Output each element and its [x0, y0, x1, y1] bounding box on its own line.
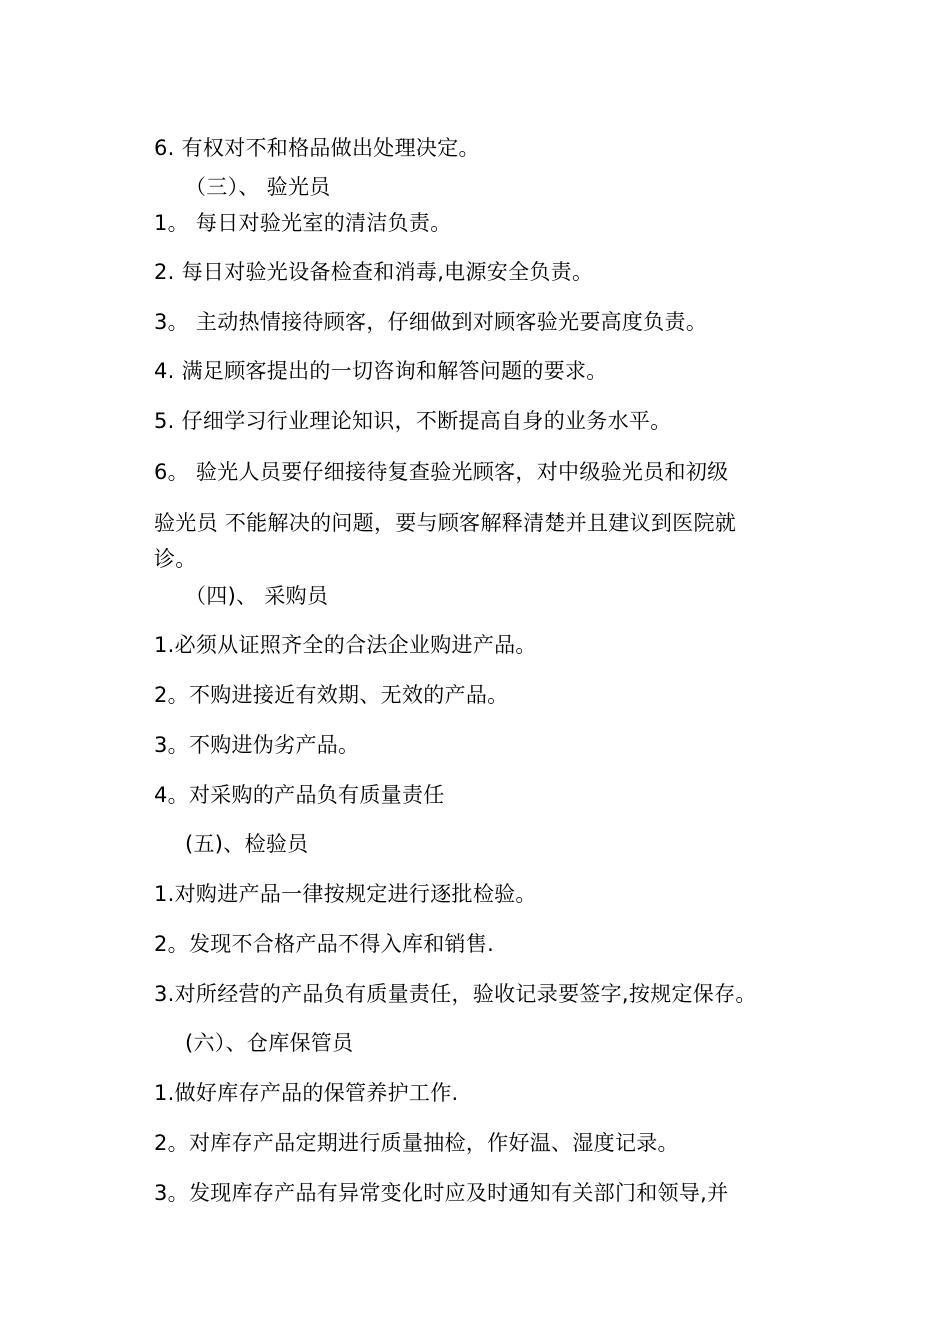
text-line: 1.做好库存产品的保管养护工作. — [154, 1081, 459, 1105]
section-heading: (六）、仓库保管员 — [185, 1031, 354, 1055]
text-line: 3。发现库存产品有异常变化时应及时通知有关部门和领导,并 — [154, 1181, 729, 1205]
text-line: 2。不购进接近有效期、无效的产品。 — [154, 683, 509, 707]
text-line: 1.必须从证照齐全的合法企业购进产品。 — [154, 633, 537, 657]
text-line: 2。发现不合格产品不得入库和销售. — [154, 932, 495, 956]
text-line: 6。 验光人员要仔细接待复查验光顾客，对中级验光员和初级 — [154, 460, 729, 484]
section-heading: （三）、 验光员 — [185, 175, 331, 199]
text-line: 3。不购进伪劣产品。 — [154, 733, 360, 757]
text-line: 3.对所经营的产品负有质量责任，验收记录要签字,按规定保存。 — [154, 982, 757, 1006]
text-line: 诊。 — [154, 547, 197, 571]
text-line: 3。 主动热情接待顾客，仔细做到对顾客验光要高度负责。 — [154, 310, 708, 334]
text-line: 2。对库存产品定期进行质量抽检，作好温、湿度记录。 — [154, 1131, 679, 1155]
text-line: 2. 每日对验光设备检查和消毒,电源安全负责。 — [154, 260, 594, 284]
text-line: 1。 每日对验光室的清洁负责。 — [154, 211, 452, 235]
text-line: 4。对采购的产品负有质量责任 — [154, 783, 445, 807]
section-heading: （四)、 采购员 — [185, 584, 329, 608]
text-line: 验光员 不能解决的问题，要与顾客解释清楚并且建议到医院就 — [154, 511, 737, 535]
text-line: 5. 仔细学习行业理论知识，不断提高自身的业务水平。 — [154, 409, 672, 433]
text-line: 4. 满足顾客提出的一切咨询和解答问题的要求。 — [154, 359, 608, 383]
text-line: 6. 有权对不和格品做出处理决定。 — [154, 136, 480, 160]
section-heading: (五)、检验员 — [185, 832, 309, 856]
text-line: 1.对购进产品一律按规定进行逐批检验。 — [154, 882, 537, 906]
